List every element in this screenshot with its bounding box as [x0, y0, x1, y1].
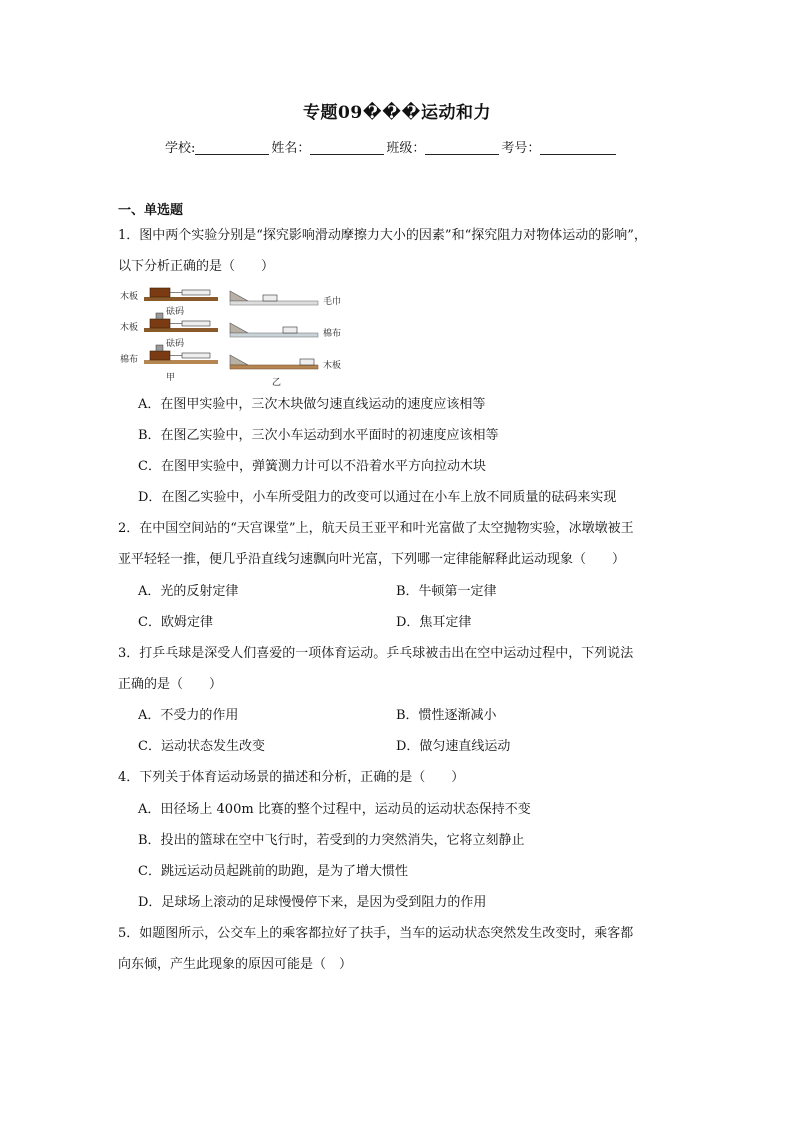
question-2-option-b: B．牛顿第一定律	[396, 584, 497, 599]
class-label: 班级：	[386, 141, 426, 156]
section-heading: 一、单选题	[118, 203, 184, 218]
ramp-apparatus-1	[230, 291, 318, 305]
surface-label-2: 棉布	[323, 329, 342, 339]
question-2-stem-line2: 亚平轻轻一推，便几乎沿直线匀速飘向叶光富，下列哪一定律能解释此运动现象（ ）	[118, 552, 626, 567]
question-1-stem-line1: 1．图中两个实验分别是“探究影响滑动摩擦力大小的因素”和“探究阻力对物体运动的影响”，	[118, 228, 647, 243]
question-4-option-a: A．田径场上 400m 比赛的整个过程中，运动员的运动状态保持不变	[138, 802, 531, 817]
question-1-option-d: D．在图乙实验中，小车所受阻力的改变可以通过在小车上放不同质量的砝码来实现	[138, 490, 617, 505]
question-2-stem-line1: 2．在中国空间站的“天宫课堂”上，航天员王亚平和叶光富做了太空抛物实验，冰墩墩被王	[118, 521, 634, 536]
caption-left: 甲	[166, 373, 176, 383]
surface-label-3: 木板	[323, 361, 342, 371]
question-3-option-b: B．惯性逐渐减小	[396, 708, 497, 723]
student-info-row	[165, 140, 618, 155]
question-3-option-a: A．不受力的作用	[138, 708, 239, 723]
school-label: 学校:	[165, 141, 196, 156]
question-4-option-c: C．跳远运动员起跳前的助跑，是为了增大惯性	[138, 864, 408, 879]
name-blank	[310, 140, 384, 155]
question-1-option-b: B．在图乙实验中，三次小车运动到水平面时的初速度应该相等	[138, 428, 499, 443]
weight-label-1: 砝码	[166, 307, 185, 317]
class-blank	[425, 140, 499, 155]
question-3-stem-line2: 正确的是（ ）	[118, 677, 223, 692]
left-label-2: 木板	[120, 323, 139, 333]
question-2-option-d: D．焦耳定律	[396, 615, 472, 630]
weight-label-2: 砝码	[166, 339, 185, 349]
caption-right: 乙	[272, 378, 282, 388]
question-5-stem-line2: 向东倾，产生此现象的原因可能是（ ）	[118, 957, 353, 972]
left-label-3: 棉布	[120, 355, 139, 365]
question-4-option-b: B．投出的篮球在空中飞行时，若受到的力突然消失，它将立刻静止	[138, 833, 525, 848]
page-title: 专题09���运动和力	[303, 103, 491, 123]
question-2-option-c: C．欧姆定律	[138, 615, 213, 630]
question-1-option-c: C．在图甲实验中，弹簧测力计可以不沿着水平方向拉动木块	[138, 459, 486, 474]
question-3-stem-line1: 3．打乒乓球是深受人们喜爱的一项体育运动。乒乓球被击出在空中运动过程中，下列说法	[118, 646, 634, 661]
question-2-option-a: A．光的反射定律	[138, 584, 239, 599]
surface-label-1: 毛巾	[323, 297, 342, 307]
left-label-1: 木板	[120, 292, 139, 302]
question-5-stem-line1: 5．如题图所示，公交车上的乘客都拉好了扶手，当车的运动状态突然发生改变时，乘客都	[118, 926, 634, 941]
question-4-option-d: D．足球场上滚动的足球慢慢停下来，是因为受到阻力的作用	[138, 895, 487, 910]
question-4-stem: 4．下列关于体育运动场景的描述和分析，正确的是（ ）	[118, 770, 465, 785]
exam-no-blank	[540, 140, 616, 155]
question-1-stem-line2: 以下分析正确的是（ ）	[118, 259, 275, 274]
ramp-apparatus-2	[230, 323, 318, 337]
name-label: 姓名：	[271, 141, 311, 156]
school-blank	[195, 140, 269, 155]
question-3-option-d: D．做匀速直线运动	[396, 739, 511, 754]
question-1-option-a: A．在图甲实验中，三次木块做匀速直线运动的速度应该相等	[138, 397, 486, 412]
question-3-option-c: C．运动状态发生改变	[138, 739, 265, 754]
ramp-apparatus-3	[230, 355, 318, 369]
exam-no-label: 考号：	[501, 141, 541, 156]
experiment-figure	[118, 283, 358, 388]
friction-apparatus-1	[144, 288, 218, 301]
